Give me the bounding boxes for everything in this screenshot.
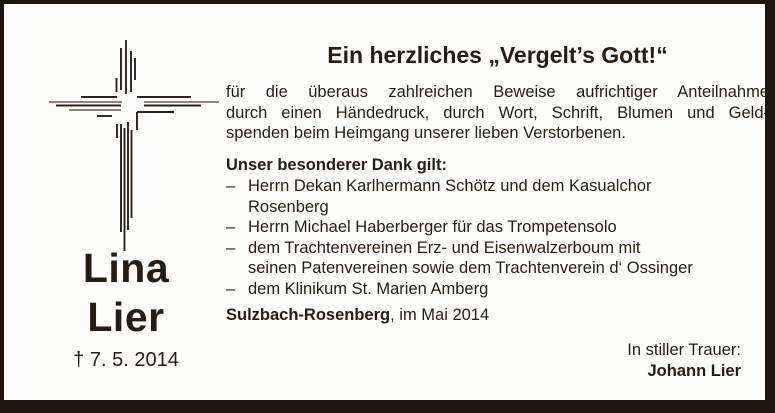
deceased-first-name: Lina bbox=[82, 245, 170, 291]
list-item-text: dem Klinikum St. Marien Amberg bbox=[248, 279, 489, 298]
notice-content bbox=[8, 8, 769, 387]
body-line: durch einen Händedruck, durch Wort, Schrift, Blumen und Geld- bbox=[226, 103, 769, 122]
dash-bullet: – bbox=[226, 177, 236, 195]
dateline-rest: , im Mai 2014 bbox=[390, 306, 490, 324]
mourner-name: Johann Lier bbox=[647, 362, 741, 380]
dateline bbox=[226, 305, 489, 326]
list-item bbox=[226, 279, 769, 300]
dash-bullet: – bbox=[226, 279, 236, 298]
dash-bullet: – bbox=[226, 238, 236, 257]
right-column bbox=[226, 8, 769, 387]
dash-bullet: – bbox=[226, 218, 236, 236]
closing-text: In stiller Trauer: bbox=[627, 341, 741, 359]
death-date: † 7. 5. 2014 bbox=[73, 349, 179, 371]
deceased-name bbox=[8, 244, 244, 342]
list-item-text: dem Trachtenvereinen Erz- und Eisenwalzerboum mit seinen Patenvereinen sowie dem Trachtenverein d‘ Ossinger bbox=[248, 238, 693, 277]
body-text bbox=[226, 82, 769, 144]
closing-block bbox=[627, 340, 741, 382]
list-item bbox=[226, 217, 769, 238]
thanks-list bbox=[226, 176, 769, 299]
list-item-text: Herrn Michael Haberberger für das Trompetensolo bbox=[248, 218, 617, 236]
thanks-heading: Unser besonderer Dank gilt: bbox=[226, 156, 447, 174]
body-line: für die überaus zahlreichen Beweise aufrichtiger Anteilnahme bbox=[226, 83, 769, 101]
list-item-text: Herrn Dekan Karlhermann Schötz und dem Kasualchor Rosenberg bbox=[248, 177, 652, 216]
list-item bbox=[226, 176, 769, 217]
dateline-place: Sulzbach-Rosenberg bbox=[226, 306, 391, 324]
body-line: spenden beim Heimgang unserer lieben Verstorbenen. bbox=[226, 124, 626, 142]
notice-title: Ein herzliches „Vergelt’s Gott!“ bbox=[327, 42, 668, 68]
left-column bbox=[8, 8, 244, 387]
memorial-cross-icon bbox=[39, 20, 224, 255]
list-item bbox=[226, 238, 769, 279]
deceased-last-name: Lier bbox=[87, 294, 165, 340]
